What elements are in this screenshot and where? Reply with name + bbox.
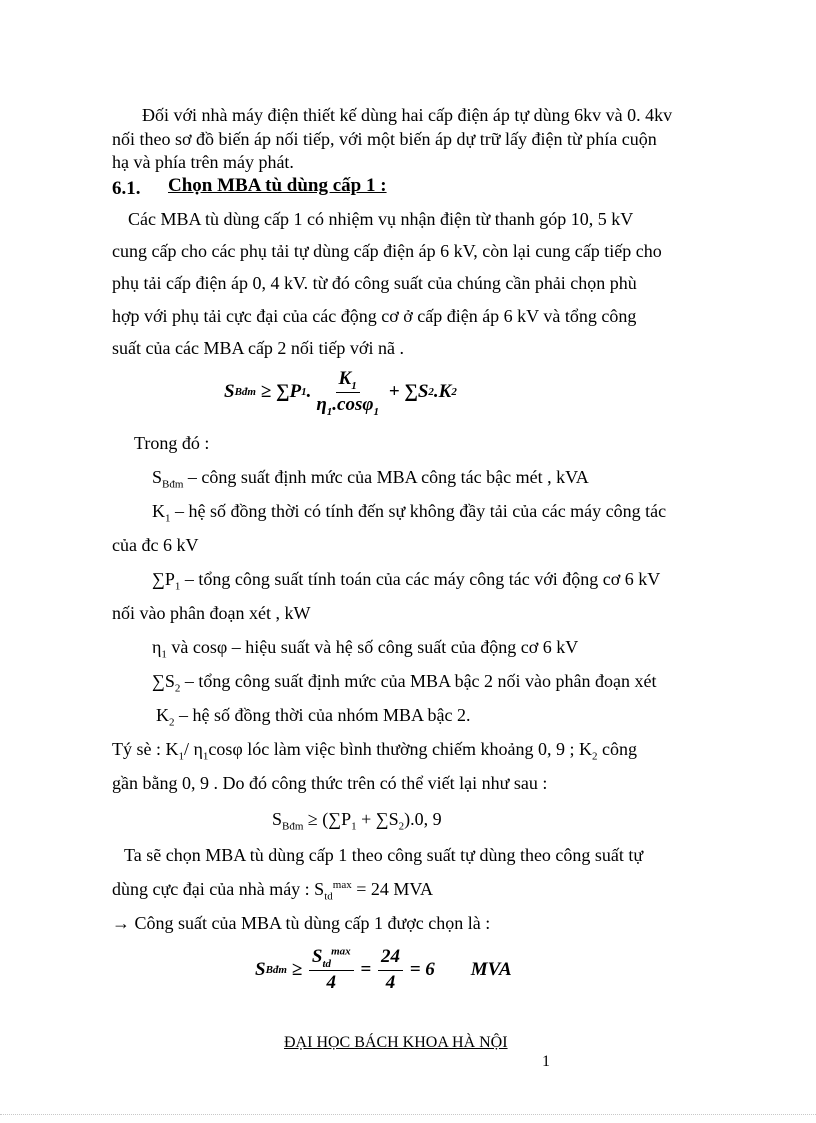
page-divider — [0, 1114, 816, 1115]
ratio-line-2: gần bằng 0, 9 . Do đó công thức trên có thể viết lại như sau : — [112, 773, 548, 793]
ratio-line-1: Tý sè : $K_1/$ $\eta_1\cos\varphi$ lóc làm việc bình thường chiếm khoảng 0, 9 ; $K_2$ công — [112, 739, 638, 763]
formula-sbdm-main: S Bđm ≥ ∑P 1 . $\frac{K_1}{\eta_1.\cos\varphi_1}$ + ∑S 2 .K 2 — [224, 368, 457, 418]
def-p1-cont: nối vào phân đoạn xét , kW — [112, 603, 311, 623]
def-k1: $K_1$ – hệ số đồng thời có tính đến sự không đầy tải của các máy công tác — [152, 501, 667, 525]
def-eta: $\eta_1$ và cosφ – hiệu suất và hệ số công suất của động cơ 6 kV — [152, 637, 579, 661]
para1-line-1: Các MBA tù dùng cấp 1 có nhiệm vụ nhận điện từ thanh góp 10, 5 kV — [128, 209, 634, 229]
para1-line-2: cung cấp cho các phụ tải tự dùng cấp điện áp 6 kV, còn lại cung cấp tiếp cho — [112, 241, 662, 261]
para1-line-4: hợp với phụ tải cực đại của các động cơ ở cấp điện áp 6 kV và tổng công — [112, 306, 637, 326]
page-number: 1 — [542, 1053, 550, 1070]
intro-line-1: Đối với nhà máy điện thiết kế dùng hai cấp điện áp tự dùng 6kv và 0. 4kv — [142, 105, 673, 125]
def-p1: $\sum P_1$ – tổng công suất tính toán của các máy công tác với động cơ 6 kV — [152, 569, 661, 593]
formula-sbdm-simplified: $S_{Bđm} \ge (\sum P_1 + \sum S_2).0$, 9 — [272, 809, 442, 833]
def-s2: $\sum S_2$ – tổng công suất định mức của MBA bậc 2 nối vào phân đoạn xét — [152, 671, 657, 695]
para2-line-2: dùng cực đại của nhà máy : $S_{td}^{max} = 24$ MVA — [112, 879, 434, 903]
section-number: 6.1. — [112, 178, 141, 199]
where-title: Trong đó : — [134, 433, 210, 453]
def-k1-cont: của đc 6 kV — [112, 535, 199, 555]
def-sbdm: $S_{Bđm}$ – công suất định mức của MBA công tác bậc mét , kVA — [152, 467, 589, 491]
def-k2: $K_2$ – hệ số đồng thời của nhóm MBA bậc 2. — [156, 705, 471, 729]
para1-line-3: phụ tải cấp điện áp 0, 4 kV. từ đó công suất của chúng cần phải chọn phù — [112, 273, 637, 293]
section-title: Chọn MBA tù dùng cấp 1 : — [168, 175, 387, 196]
para1-line-5: suất của các MBA cấp 2 nối tiếp với nã . — [112, 338, 404, 358]
para2-line-3: → Công suất của MBA tù dùng cấp 1 được chọn là : — [112, 913, 491, 933]
para2-line-1: Ta sẽ chọn MBA tù dùng cấp 1 theo công suất tự dùng theo công suất tự — [124, 845, 644, 865]
formula-sbdm-result: S Bđm ≥ $\frac{S_{td}^{max}}{4}$ = $\frac{24}{4}$ = 6 MVA — [255, 945, 512, 993]
intro-line-2: nối theo sơ đồ biến áp nối tiếp, với một biến áp dự trữ lấy điện từ phía cuộn — [112, 129, 657, 149]
footer-university: ĐẠI HỌC BÁCH KHOA HÀ NỘI — [284, 1034, 508, 1051]
intro-line-3: hạ và phía trên máy phát. — [112, 152, 294, 172]
